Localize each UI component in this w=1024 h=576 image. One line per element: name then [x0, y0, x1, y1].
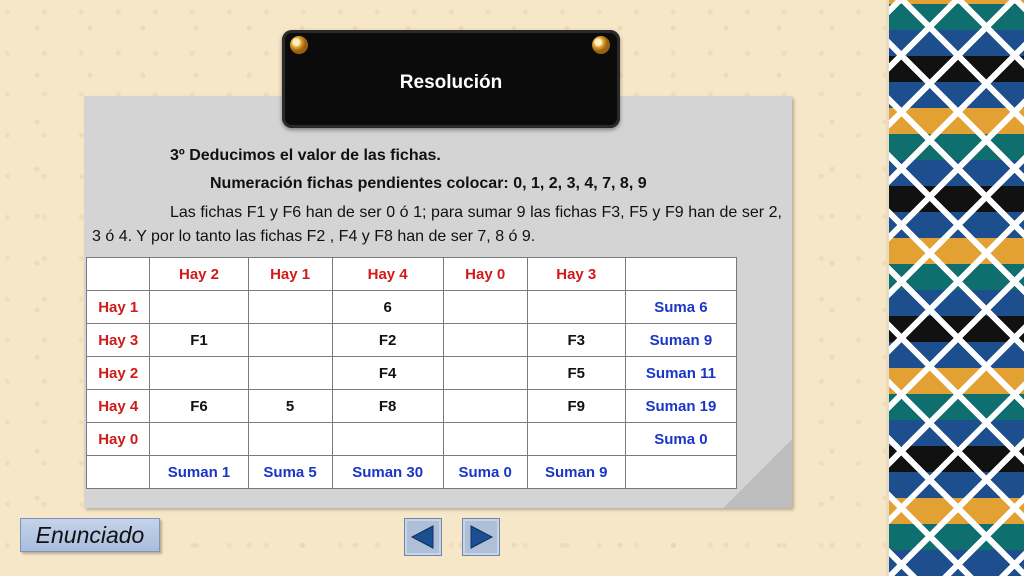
puzzle-table [86, 257, 737, 489]
table-cell [150, 423, 248, 456]
table-row [87, 390, 737, 423]
table-cell: Suman 9 [625, 324, 736, 357]
table-row [87, 291, 737, 324]
table-footer-row [87, 456, 737, 489]
table-cell: F3 [527, 324, 625, 357]
table-cell: Hay 3 [87, 324, 150, 357]
table-cell [443, 324, 527, 357]
table-cell: Suman 30 [332, 456, 443, 489]
table-cell: Hay 1 [248, 258, 332, 291]
table-row [87, 423, 737, 456]
table-cell: F1 [150, 324, 248, 357]
previous-button[interactable] [404, 518, 442, 556]
table-cell: Hay 3 [527, 258, 625, 291]
table-cell [332, 423, 443, 456]
enunciado-button[interactable]: Enunciado [20, 518, 160, 552]
table-cell [443, 357, 527, 390]
pending-numbers-line: Numeración fichas pendientes colocar: 0, 1, 2, 3, 4, 7, 8, 9 [210, 175, 647, 192]
table-cell: F2 [332, 324, 443, 357]
table-cell: Suma 6 [625, 291, 736, 324]
table-cell [248, 423, 332, 456]
table-cell: Suma 0 [443, 456, 527, 489]
table-cell: Hay 4 [87, 390, 150, 423]
table-cell [527, 291, 625, 324]
table-cell: Hay 0 [443, 258, 527, 291]
step-heading: 3º Deducimos el valor de las fichas. [170, 147, 441, 164]
table-cell: Suman 9 [527, 456, 625, 489]
table-cell [443, 291, 527, 324]
pin-right-icon [592, 36, 610, 54]
table-cell [150, 291, 248, 324]
table-cell: Suma 0 [625, 423, 736, 456]
table-cell: Suman 11 [625, 357, 736, 390]
table-cell: F4 [332, 357, 443, 390]
table-row [87, 357, 737, 390]
table-cell: 5 [248, 390, 332, 423]
table-row [87, 324, 737, 357]
right-triangle-icon [467, 523, 495, 551]
table-cell: Hay 2 [150, 258, 248, 291]
table-cell [87, 456, 150, 489]
table-cell: F8 [332, 390, 443, 423]
table-cell [443, 423, 527, 456]
table-cell [527, 423, 625, 456]
pin-left-icon [290, 36, 308, 54]
table-cell: 6 [332, 291, 443, 324]
deduction-paragraph: Las fichas F1 y F6 han de ser 0 ó 1; para sumar 9 las fichas F3, F5 y F9 han de ser 2, 3 ó 4. Y por lo tanto las fichas F2 , F4 y F8 han de ser 7, 8 ó 9. [92, 204, 782, 245]
table-cell [150, 357, 248, 390]
decorative-mosaic-border [886, 0, 1024, 576]
table-cell [248, 357, 332, 390]
next-button[interactable] [462, 518, 500, 556]
table-cell: F9 [527, 390, 625, 423]
left-triangle-icon [409, 523, 437, 551]
page-title: Resolución [399, 72, 503, 93]
table-cell: Suma 5 [248, 456, 332, 489]
table-cell: Suman 1 [150, 456, 248, 489]
table-cell [625, 258, 736, 291]
table-cell [625, 456, 736, 489]
table-cell: F5 [527, 357, 625, 390]
table-cell: F6 [150, 390, 248, 423]
table-cell: Hay 1 [87, 291, 150, 324]
table-cell [248, 324, 332, 357]
table-cell: Hay 4 [332, 258, 443, 291]
table-cell [87, 258, 150, 291]
table-cell [248, 291, 332, 324]
table-cell: Hay 0 [87, 423, 150, 456]
table-cell: Hay 2 [87, 357, 150, 390]
table-header-row [87, 258, 737, 291]
table-cell: Suman 19 [625, 390, 736, 423]
table-cell [443, 390, 527, 423]
